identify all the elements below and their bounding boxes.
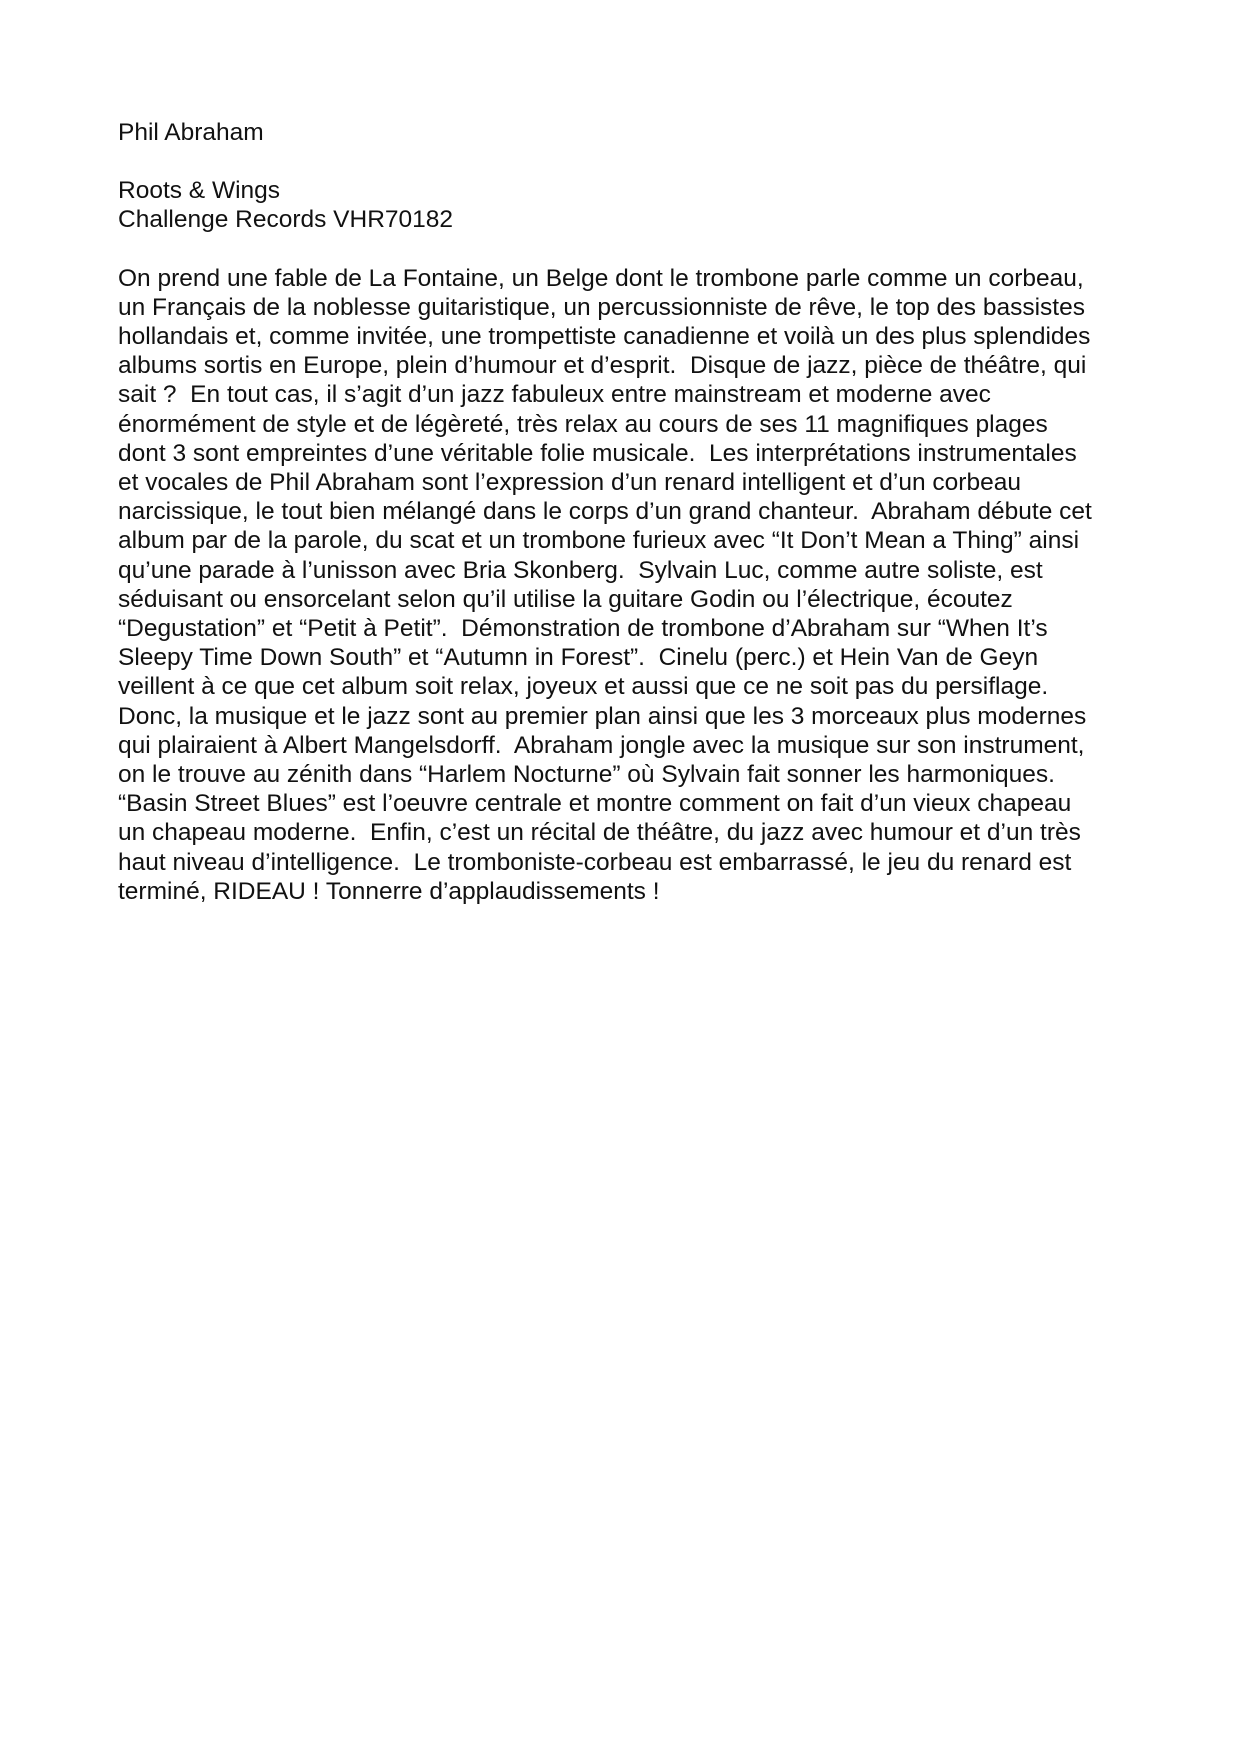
review-line: “Degustation” et “Petit à Petit”. Démonstration de trombone d’Abraham sur “When It’s [118, 615, 1048, 643]
review-line: et vocales de Phil Abraham sont l’expression d’un renard intelligent et d’un corbeau [118, 469, 1021, 497]
review-line: albums sortis en Europe, plein d’humour et d’esprit. Disque de jazz, pièce de théâtre, qui [118, 352, 1087, 380]
review-line: hollandais et, comme invitée, une trompettiste canadienne et voilà un des plus splendides [118, 323, 1091, 351]
review-line: énormément de style et de légèreté, très relax au cours de ses 11 magnifiques plages [118, 410, 1048, 438]
review-line: “Basin Street Blues” est l’oeuvre centrale et montre comment on fait d’un vieux chapeau [118, 790, 1072, 818]
review-line: dont 3 sont empreintes d’une véritable folie musicale. Les interprétations instrumentales [118, 439, 1077, 467]
album-title: Roots & Wings [118, 177, 281, 205]
review-line: un chapeau moderne. Enfin, c’est un récital de théâtre, du jazz avec humour et d’un très [118, 819, 1081, 847]
review-line: qu’une parade à l’unisson avec Bria Skonberg. Sylvain Luc, comme autre soliste, est [118, 556, 1043, 584]
review-paragraph [118, 264, 1128, 906]
label-catalog: Challenge Records VHR70182 [118, 206, 454, 234]
review-line: veillent à ce que cet album soit relax, joyeux et aussi que ce ne soit pas du persiflage. [118, 673, 1049, 701]
review-line: On prend une fable de La Fontaine, un Belge dont le trombone parle comme un corbeau, [118, 264, 1084, 292]
document-body [118, 118, 1128, 906]
review-line: album par de la parole, du scat et un trombone furieux avec “It Don’t Mean a Thing” ainsi [118, 527, 1080, 555]
review-line: un Français de la noblesse guitaristique, un percussionniste de rêve, le top des bassistes [118, 293, 1085, 321]
album-info [118, 176, 1128, 234]
review-line: séduisant ou ensorcelant selon qu’il utilise la guitare Godin ou l’électrique, écoutez [118, 585, 1013, 613]
review-line: sait ? En tout cas, il s’agit d’un jazz fabuleux entre mainstream et moderne avec [118, 381, 991, 409]
artist-name: Phil Abraham [118, 119, 264, 146]
review-line: terminé, RIDEAU ! Tonnerre d’applaudissements ! [118, 877, 660, 905]
review-line: Sleepy Time Down South” et “Autumn in Forest”. Cinelu (perc.) et Hein Van de Geyn [118, 644, 1039, 672]
review-line: haut niveau d’intelligence. Le tromboniste-corbeau est embarrassé, le jeu du renard est [118, 848, 1072, 876]
review-line: qui plairaient à Albert Mangelsdorff. Abraham jongle avec la musique sur son instrument, [118, 731, 1085, 759]
review-line: narcissique, le tout bien mélangé dans le corps d’un grand chanteur. Abraham débute cet [118, 498, 1092, 526]
review-line: Donc, la musique et le jazz sont au premier plan ainsi que les 3 morceaux plus modernes [118, 702, 1087, 730]
review-line: on le trouve au zénith dans “Harlem Nocturne” où Sylvain fait sonner les harmoniques. [118, 761, 1055, 789]
